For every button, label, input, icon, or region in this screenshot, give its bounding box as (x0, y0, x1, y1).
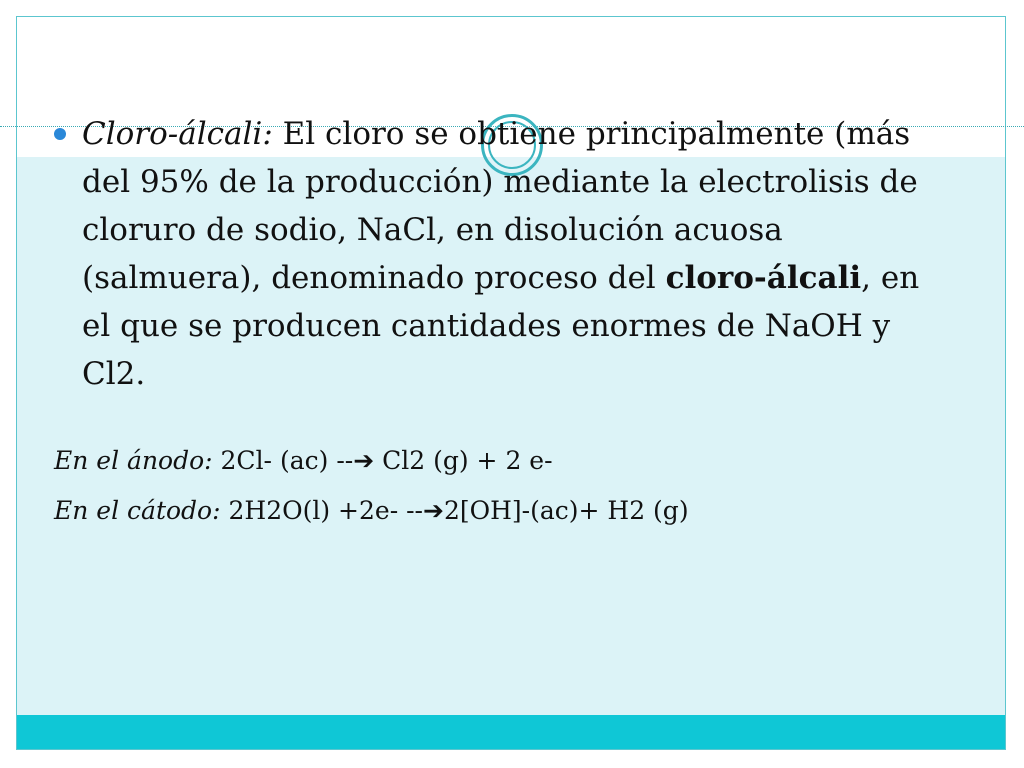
bottom-accent-band (17, 715, 1005, 750)
term-label: Cloro-álcali: (82, 116, 273, 152)
anode-products: Cl2 (g) + 2 e- (382, 446, 553, 475)
anode-equation (54, 436, 954, 486)
cathode-equation (54, 486, 954, 536)
bullet-icon (54, 128, 66, 140)
bold-term: cloro-álcali (665, 260, 862, 296)
arrow-icon: ➔ (353, 446, 375, 475)
bullet-paragraph (54, 110, 954, 398)
slide-body (54, 110, 954, 536)
cathode-products: 2[OH]-(ac)+ H2 (g) (443, 496, 689, 525)
anode-reactants: 2Cl- (ac) -- (220, 446, 354, 475)
cathode-label: En el cátodo: (54, 496, 221, 525)
paragraph-text: El cloro se obtiene principalmente (más del 95% de la producción) mediante la electrolisis de cloruro de sodio, NaCl, en disolución acuosa (salmuera), denominado proceso del (82, 116, 918, 296)
cathode-reactants: 2H2O(l) +2e- -- (228, 496, 423, 525)
anode-label: En el ánodo: (54, 446, 213, 475)
arrow-icon: ➔ (422, 496, 444, 525)
paragraph-text-end: , en el que se producen cantidades enormes de NaOH y Cl2. (82, 260, 920, 392)
